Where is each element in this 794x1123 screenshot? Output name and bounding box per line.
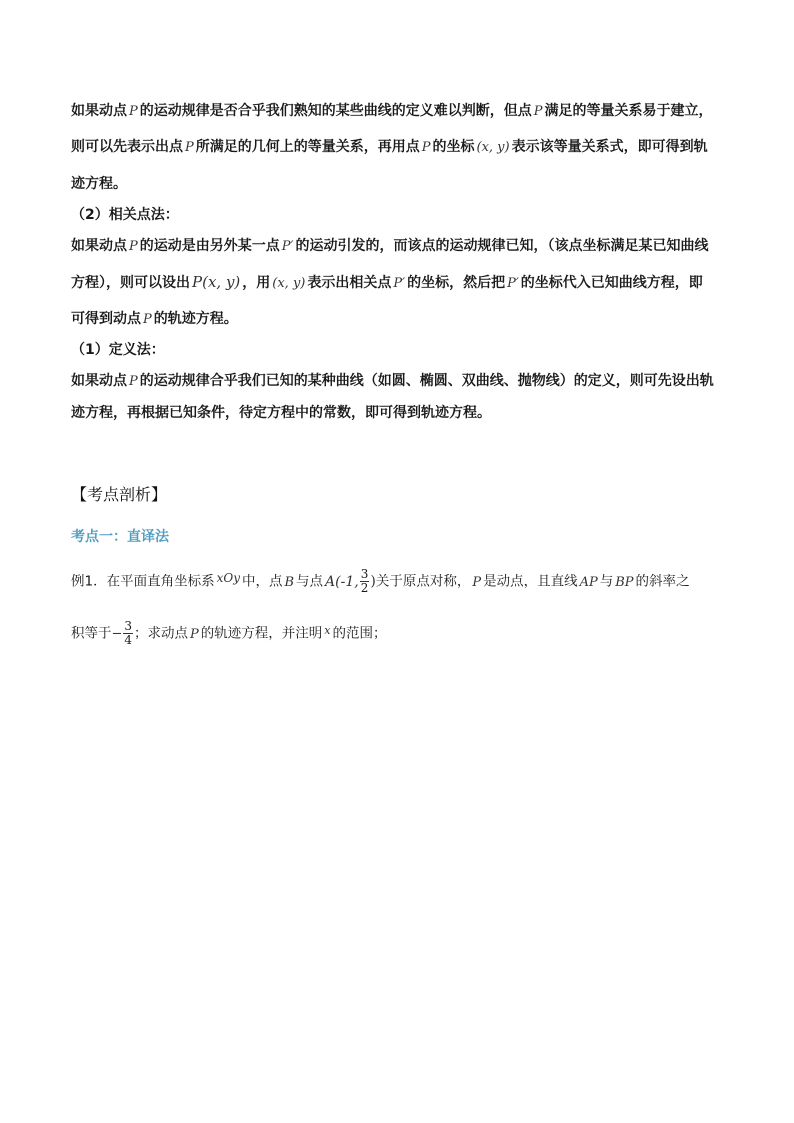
para1-line2 (71, 137, 708, 158)
method2-line1 (71, 236, 708, 257)
text: 的运动规律是否合乎我们熟知的某些曲线的定义难以判断，但点 (139, 103, 532, 119)
example1-line1 (71, 568, 690, 595)
text: 如果动点 (71, 238, 127, 254)
method1-line1 (71, 371, 714, 392)
math-pxy: P(x, y) (192, 273, 241, 291)
text: 是动点，且直线 (483, 573, 578, 590)
math-p: P (129, 374, 138, 389)
method2-title (71, 205, 179, 225)
text: 迹方程。 (71, 176, 127, 192)
text: 关于原点对称， (375, 573, 471, 590)
math-p-prime: P′ (281, 239, 294, 254)
text: 积等于 (71, 625, 112, 642)
math-x: x (324, 623, 331, 637)
example1-line2 (71, 620, 387, 647)
frac-num: 3 (360, 567, 369, 581)
math-paren: ) (370, 573, 376, 590)
math-xy: (x, y) (272, 276, 306, 291)
text: 的范围； (332, 625, 387, 642)
math-p: P (533, 104, 543, 119)
math-xy: (x, y) (476, 140, 510, 155)
text: 的轨迹方程。 (153, 311, 238, 327)
text: 迹方程，再根据已知条件，待定方程中的常数，即可得到轨迹方程。 (71, 405, 491, 421)
math-p: P (143, 312, 152, 327)
text: 方程），则可以设出 (71, 275, 190, 291)
text: 的坐标，然后把 (407, 275, 506, 291)
math-p: P (421, 140, 431, 155)
text: 表示出相关点 (307, 275, 392, 291)
text: 的坐标代入已知曲线方程，即 (520, 275, 703, 291)
math-p: P (185, 140, 194, 155)
para1-line3 (71, 174, 127, 194)
text: ；求动点 (134, 625, 189, 642)
section-title: 【考点剖析】 (71, 485, 168, 504)
text: 中，点 (241, 573, 283, 590)
math-p: P (472, 574, 482, 590)
frac-den: 4 (124, 633, 133, 647)
math-a: A(-1, (325, 573, 359, 590)
method1-title (71, 340, 165, 360)
text: 与 (599, 573, 614, 590)
math-p: P (129, 239, 138, 254)
heading: （2）相关点法： (71, 207, 179, 223)
method2-line2 (71, 272, 703, 294)
kaodian-title: 考点一：直译法 (71, 529, 169, 545)
text: 与点 (296, 573, 324, 590)
text: 的斜率之 (635, 573, 690, 590)
math-xoy: xOy (216, 570, 240, 585)
text: 满足的等量关系易于建立， (544, 103, 713, 119)
method1-line2 (71, 403, 491, 423)
text: 的运动规律合乎我们已知的某种曲线（如圆、椭圆、双曲线、抛物线）的定义，则可先设出轨 (139, 373, 714, 389)
text: 所满足的几何上的等量关系，再用点 (195, 139, 420, 155)
heading: （1）定义法： (71, 342, 165, 358)
text: 可得到动点 (71, 311, 141, 327)
para1-line1 (71, 101, 713, 122)
text: 如果动点 (71, 103, 127, 119)
math-p-prime: P′ (507, 276, 519, 291)
text: 的坐标 (432, 139, 475, 155)
math-p: P (129, 104, 138, 119)
text: 的运动引发的，而该点的运动规律已知，（该点坐标满足某已知曲线 (295, 238, 709, 254)
text: 如果动点 (71, 373, 127, 389)
text: 例1．在平面直角坐标系 (71, 573, 215, 590)
fraction-three-halves (360, 568, 370, 595)
math-b: B (284, 574, 295, 590)
fraction-three-quarters (123, 620, 133, 647)
math-bp: BP (615, 574, 634, 590)
text: 表示该等量关系式，即可得到轨 (511, 139, 708, 155)
text: ，用 (242, 275, 271, 291)
frac-num: 3 (124, 619, 133, 633)
math-ap: AP (579, 574, 598, 590)
text: 的运动是由另外某一点 (139, 238, 280, 254)
frac-den: 2 (360, 581, 369, 595)
math-p: P (190, 626, 199, 642)
method2-line3 (71, 309, 238, 330)
text: 则可以先表示出点 (71, 139, 183, 155)
math-minus: − (111, 626, 123, 642)
math-p-prime: P′ (393, 276, 406, 291)
text: 的轨迹方程，并注明 (200, 625, 323, 642)
